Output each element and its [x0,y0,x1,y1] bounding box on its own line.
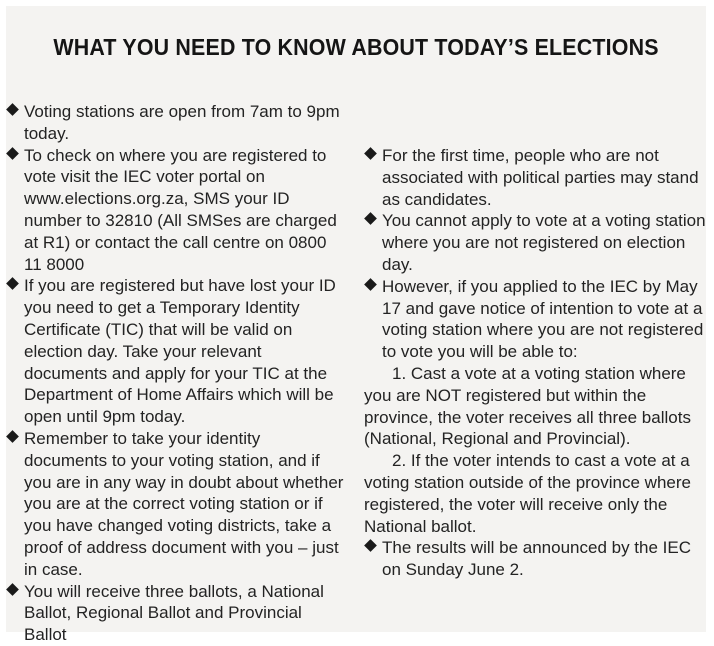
headline: WHAT YOU NEED TO KNOW ABOUT TODAY’S ELECTIONS [53,34,659,60]
sub-point-text: 2. If the voter intends to cast a vote at a voting station outside of the province where registered, the voter will receive only the National ballot. [364,451,691,536]
bullet-text: For the first time, people who are not associated with political parties may stand as candidates. [382,146,699,209]
bullet-item [6,581,346,646]
sub-point [364,363,706,450]
bullet-text: The results will be announced by the IEC on Sunday June 2. [382,538,692,580]
diamond-bullet-icon [364,213,377,226]
diamond-bullet-icon [6,147,19,160]
sub-point-text: 1. Cast a vote at a voting station where you are NOT registered but within the province, the voter receives all three ballots (National, Regional and Provincial). [364,363,691,449]
bullet-text: To check on where you are registered to vote visit the IEC voter portal on www.elections.org.za, SMS your ID number to 32810 (All SMSes are charged at R1) or contact the call centre on 0800 11 8000 [24,145,337,274]
bullet-item [6,145,346,276]
bullet-item [364,537,706,581]
article-panel [6,6,706,645]
diamond-bullet-icon [364,278,377,291]
sub-point [364,450,706,537]
diamond-bullet-icon [6,278,19,291]
diamond-bullet-icon [6,430,19,443]
diamond-bullet-icon [6,583,19,596]
diamond-bullet-icon [364,147,377,160]
left-column [6,101,346,646]
bullet-item [364,276,706,363]
bullet-item [6,428,346,581]
right-column [364,101,706,581]
bullet-text: However, if you applied to the IEC by May 17 and gave notice of intention to vote at a voting station where you are not registered to vote you will be able to: [382,276,704,362]
bullet-text: Remember to take your identity documents to your voting station, and if you are in any way in doubt about whether you are at the correct voting station or if you have changed voting districts, take a proof of address document with you – just in case. [24,428,344,579]
diamond-bullet-icon [364,539,377,552]
bullet-item [364,210,706,275]
bullet-text: Voting stations are open from 7am to 9pm today. [24,102,340,143]
bullet-item [364,145,706,210]
bullet-item [6,101,346,145]
bullet-text: You cannot apply to vote at a voting station where you are not registered on election day. [382,211,706,274]
diamond-bullet-icon [6,103,19,116]
bullet-text: If you are registered but have lost your ID you need to get a Temporary Identity Certificate (TIC) that will be valid on election day. Take your relevant documents and apply for your TIC at the Department of Home Affairs which will be open until 9pm today. [24,276,336,427]
bullet-text: You will receive three ballots, a National Ballot, Regional Ballot and Provincial Ballot [24,581,324,645]
bullet-item [6,275,346,428]
column-continuation-space [364,101,706,145]
